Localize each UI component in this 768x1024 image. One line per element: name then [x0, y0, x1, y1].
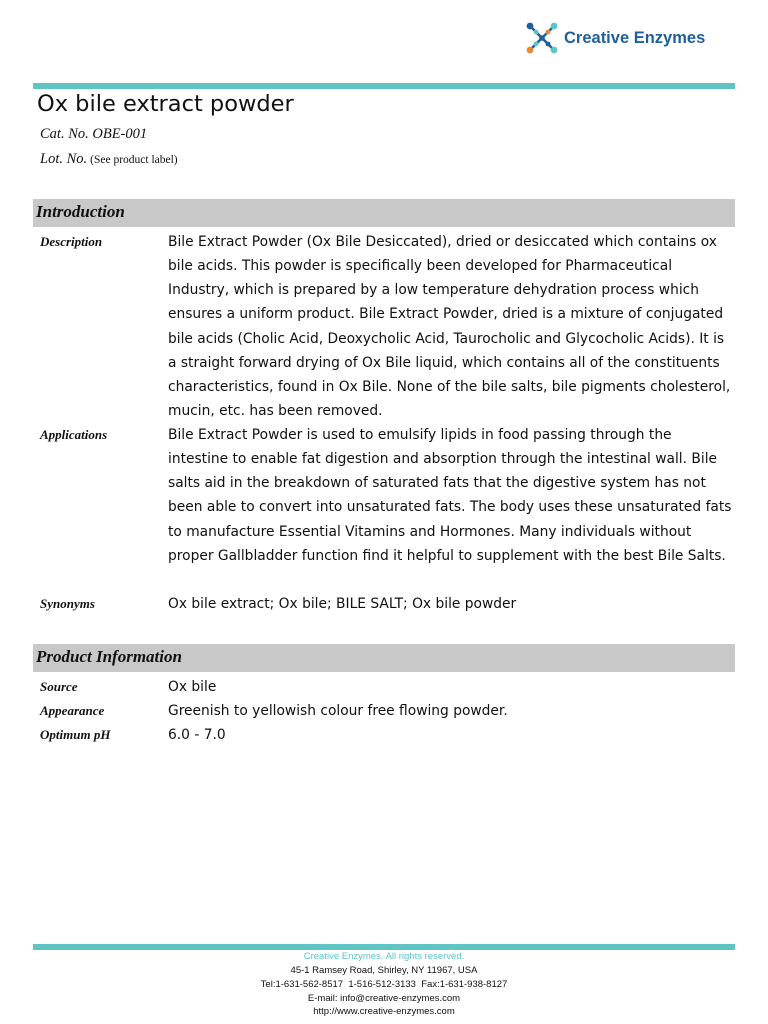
optimum-ph-label: Optimum pH	[40, 727, 111, 742]
synonyms-label: Synonyms	[40, 596, 95, 611]
source-value: Ox bile	[168, 679, 217, 695]
catalog-number: Cat. No. OBE-001	[40, 126, 148, 142]
source-label: Source	[40, 679, 78, 694]
optimum-ph-value: 6.0 - 7.0	[168, 727, 226, 743]
description-label: Description	[40, 234, 103, 249]
lot-number-value: (See product label)	[90, 154, 178, 166]
section-title: Introduction	[36, 202, 125, 221]
product-information-header	[33, 644, 735, 672]
product-title: Ox bile extract powder	[37, 91, 294, 117]
header-divider	[33, 83, 735, 89]
synonyms-value: Ox bile extract; Ox bile; BILE SALT; Ox bile powder	[168, 596, 517, 612]
lot-number-label: Lot. No.	[40, 151, 88, 167]
applications-label: Applications	[40, 427, 108, 442]
brand-logo	[524, 18, 705, 58]
molecule-cross-icon	[524, 20, 560, 56]
footer-email[interactable]: E-mail: info@creative-enzymes.com	[307, 993, 461, 1004]
footer-phones: Tel:1-631-562-8517 1-516-512-3133 Fax:1-631-938-8127	[260, 979, 508, 990]
section-title: Product Information	[36, 647, 182, 666]
footer-divider	[33, 944, 735, 950]
brand-name: Creative Enzymes	[564, 28, 706, 47]
appearance-value: Greenish to yellowish colour free flowing powder.	[168, 703, 508, 719]
applications-value: Bile Extract Powder is used to emulsify lipids in food passing through the intestine to enable fat digestion and absorption through the intestinal wall. Bile salts aid in the breakdown of saturated fats that the digestive system has not been able to convert into unsaturated fats. The body uses these unsaturated fats to manufacture Essential Vitamins and Hormones. Many individuals without proper Gallbladder function find it helpful to supplement with the best Bile Salts.	[168, 427, 732, 564]
description-value: Bile Extract Powder (Ox Bile Desiccated), dried or desiccated which contains ox bile acids. This powder is specifically been developed for Pharmaceutical Industry, which is prepared by a low temperature dehydration process which ensures a uniform product. Bile Extract Powder, dried is a mixture of conjugated bile acids (Cholic Acid, Deoxycholic Acid, Taurocholic and Glycocholic Acids). It is a straight forward drying of Ox Bile liquid, which contains all of the constituents characteristics, found in Ox Bile. None of the bile salts, bile pigments cholesterol, mucin, etc. has been removed.	[168, 234, 731, 420]
footer-copyright: Creative Enzymes. All rights reserved.	[303, 951, 465, 962]
footer-website-link[interactable]: http://www.creative-enzymes.com	[313, 1006, 455, 1017]
footer-address: 45-1 Ramsey Road, Shirley, NY 11967, USA	[290, 965, 478, 976]
introduction-header	[33, 199, 735, 227]
appearance-label: Appearance	[40, 703, 105, 718]
lot-number	[40, 151, 178, 168]
